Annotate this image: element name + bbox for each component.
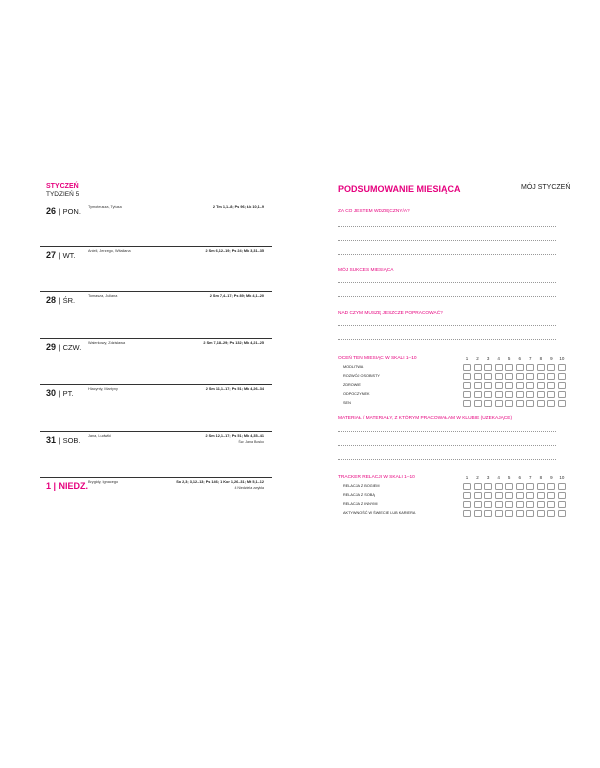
rating-checkboxes[interactable] [463,400,566,407]
scripture-reading: 2 Sm 7,18–29; Ps 132; Mk 4,21–25 [203,341,264,345]
writing-line[interactable] [338,445,556,446]
day-number: 26 | PON. [46,206,81,216]
name-days: Anieli, Jerzego, Witaliana [88,249,131,253]
day-note: Św. Jana Bosko [238,440,264,444]
tracker-checkboxes[interactable] [463,510,566,517]
name-days: Walerkowy, Zdzisława [88,341,126,345]
scripture-reading: So 2,3; 3,12–13; Ps 146; 1 Kor 1,26–31; Mt 5,1–12 [176,480,264,484]
improve-question: NAD CZYM MUSZĘ JESZCZE POPRACOWAĆ? [338,311,443,316]
writing-line[interactable] [338,339,556,340]
writing-line[interactable] [338,296,556,297]
summary-title: PODSUMOWANIE MIESIĄCA [338,184,461,194]
tracker-title: TRACKER RELACJI W SKALI 1–10 [338,475,415,480]
tracker-checkboxes[interactable] [463,492,566,499]
scripture-reading: 2 Sm 6,12–19; Ps 24; Mk 3,31–35 [205,249,264,253]
writing-line[interactable] [338,226,556,227]
rating-checkboxes[interactable] [463,364,566,371]
day-entry [40,477,272,536]
name-days: Jana, Ludwiki [88,434,112,438]
writing-line[interactable] [338,282,556,283]
name-days: Tomasza, Juliana [88,294,118,298]
writing-line[interactable] [338,431,556,432]
writing-line[interactable] [338,459,556,460]
tracker-checkboxes[interactable] [463,483,566,490]
my-month-label: MÓJ STYCZEŃ [521,184,571,191]
scripture-reading: 2 Sm 12,1–17; Ps 51; Mk 4,35–41 [205,434,264,438]
rating-row-label: ZDROWIE [343,383,361,387]
tracker-row-label: AKTYWNOŚĆ W ŚWIECIE LUB KARIERA [343,511,416,515]
scripture-reading: 2 Sm 11,1–17; Ps 51; Mk 4,26–34 [205,387,264,391]
rating-row-label: SEN [343,401,351,405]
tracker-scale: 1 2 3 4 5 6 7 8 9 10 [465,475,565,480]
day-number: 29 | CZW. [46,342,82,352]
writing-line[interactable] [338,240,556,241]
week-label: TYDZIEŃ 5 [46,191,80,198]
rating-checkboxes[interactable] [463,373,566,380]
day-note: 4 Niedziela zwykła [234,486,264,490]
name-days: Brygidy, Ignacego [88,480,119,484]
name-days: Hiacynty, Martyny [88,387,118,391]
rating-checkboxes[interactable] [463,391,566,398]
rating-checkboxes[interactable] [463,382,566,389]
day-number: 30 | PT. [46,388,74,398]
rating-row-label: ODPOCZYNEK [343,392,370,396]
tracker-checkboxes[interactable] [463,501,566,508]
writing-line[interactable] [338,325,556,326]
day-number: 1 | NIEDZ. [46,481,89,491]
material-title: MATERIAŁ / MATERIAŁY, Z KTÓRYM PRACOWAŁAM W KLUBIE (UZEKAJĄCE) [338,416,513,421]
tracker-row-label: RELACJA Z INNYMI [343,502,378,506]
tracker-row-label: RELACJA Z SOBĄ [343,493,375,497]
day-number: 28 | ŚR. [46,295,76,305]
tracker-row-label: RELACJA Z BOGIEM [343,484,380,488]
scripture-reading: 2 Sm 7,4–17; Ps 89; Mk 4,1–20 [209,294,264,298]
scripture-reading: 2 Tm 1,1–8; Ps 96; Łk 10,1–9 [212,205,264,209]
day-number: 27 | WT. [46,250,76,260]
rating-row-label: ROZWÓJ OSOBISTY [343,374,380,378]
month-header [46,182,79,199]
day-number: 31 | SOB. [46,435,81,445]
rating-row-label: MODLITWA [343,365,364,369]
name-days: Tymoteusza, Tytusa [88,205,122,209]
rating-scale: 1 2 3 4 5 6 7 8 9 10 [465,356,565,361]
rating-title: OCEŃ TEN MIESIĄC W SKALI 1–10 [338,356,417,361]
success-question: MÓJ SUKCES MIESIĄCA [338,268,394,273]
writing-line[interactable] [338,254,556,255]
gratitude-question: ZA CO JESTEM WDZIĘCZNY/A? [338,209,410,214]
month-name: STYCZEŃ [46,183,79,190]
